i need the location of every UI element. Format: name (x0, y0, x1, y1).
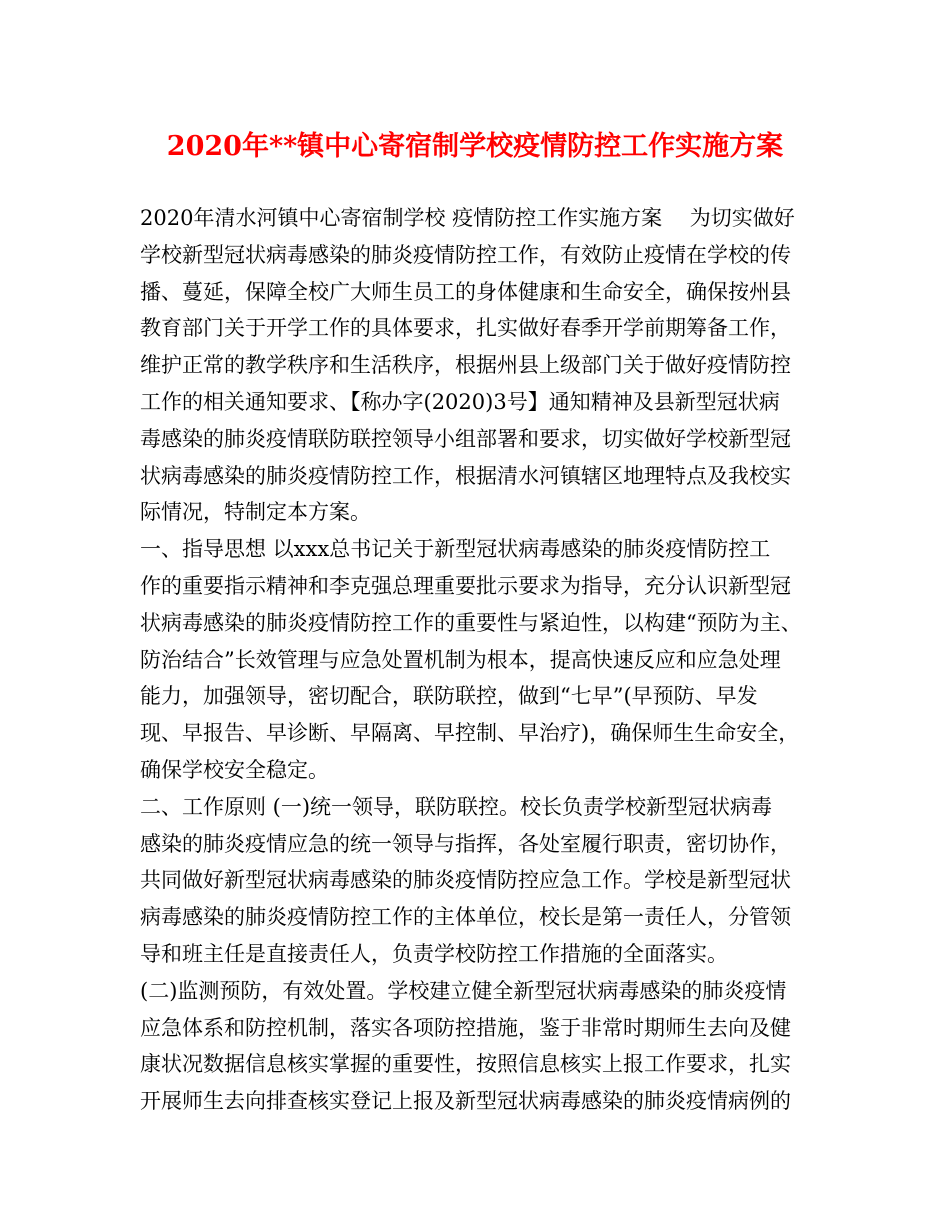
section-heading-line: 二、工作原则 (一)统一领导，联防联控。校长负责学校新型冠状病毒 (140, 794, 773, 819)
section-heading-line: 一、指导思想 以xxx总书记关于新型冠状病毒感染的肺炎疫情防控工 (140, 537, 771, 562)
body-line: 学校新型冠状病毒感染的肺炎疫情防控工作，有效防止疫情在学校的传 (140, 242, 791, 267)
subsection-line: (二)监测预防，有效处置。学校建立健全新型冠状病毒感染的肺炎疫情 (140, 978, 787, 1003)
body-line: 康状况数据信息核实掌握的重要性，按照信息核实上报工作要求，扎实 (140, 1052, 791, 1077)
document-title: 2020年**镇中心寄宿制学校疫情防控工作实施方案 (166, 131, 784, 162)
body-line: 病毒感染的肺炎疫情防控工作的主体单位，校长是第一责任人，分管领 (140, 905, 791, 930)
body-line: 毒感染的肺炎疫情联防联控领导小组部署和要求，切实做好学校新型冠 (140, 426, 791, 451)
body-line: 2020年清水河镇中心寄宿制学校 疫情防控工作实施方案 为切实做好 (140, 206, 795, 230)
body-line: 作的重要指示精神和李克强总理重要批示要求为指导，充分认识新型冠 (140, 573, 791, 598)
body-line: 播、蔓延，保障全校广大师生员工的身体健康和生命安全，确保按州县 (140, 279, 791, 304)
body-line: 感染的肺炎疫情应急的统一领导与指挥，各处室履行职责，密切协作， (140, 831, 791, 856)
body-line: 开展师生去向排查核实登记上报及新型冠状病毒感染的肺炎疫情病例的 (140, 1089, 791, 1114)
body-line: 状病毒感染的肺炎疫情防控工作，根据清水河镇辖区地理特点及我校实 (140, 463, 791, 488)
body-line: 维护正常的教学秩序和生活秩序，根据州县上级部门关于做好疫情防控 (140, 353, 791, 378)
body-line: 工作的相关通知要求、【称办字(2020)3号】通知精神及县新型冠状病 (140, 389, 780, 414)
body-line: 状病毒感染的肺炎疫情防控工作的重要性与紧迫性，以构建“预防为主、 (140, 610, 802, 635)
body-line: 导和班主任是直接责任人，负责学校防控工作措施的全面落实。 (140, 941, 728, 966)
body-line: 共同做好新型冠状病毒感染的肺炎疫情防控应急工作。学校是新型冠状 (140, 868, 791, 893)
document-body (140, 200, 830, 1120)
body-line: 际情况，特制定本方案。 (140, 500, 371, 525)
body-line: 应急体系和防控机制，落实各项防控措施，鉴于非常时期师生去向及健 (140, 1015, 791, 1040)
body-line: 能力，加强领导，密切配合，联防联控，做到“七早”(早预防、早发 (140, 684, 758, 709)
body-line: 现、早报告、早诊断、早隔离、早控制、早治疗)，确保师生生命安全， (140, 721, 800, 746)
body-line: 教育部门关于开学工作的具体要求，扎实做好春季开学前期筹备工作， (140, 316, 791, 341)
body-line: 防治结合”长效管理与应急处置机制为根本，提高快速反应和应急处理 (140, 647, 781, 672)
body-line: 确保学校安全稳定。 (140, 757, 329, 782)
